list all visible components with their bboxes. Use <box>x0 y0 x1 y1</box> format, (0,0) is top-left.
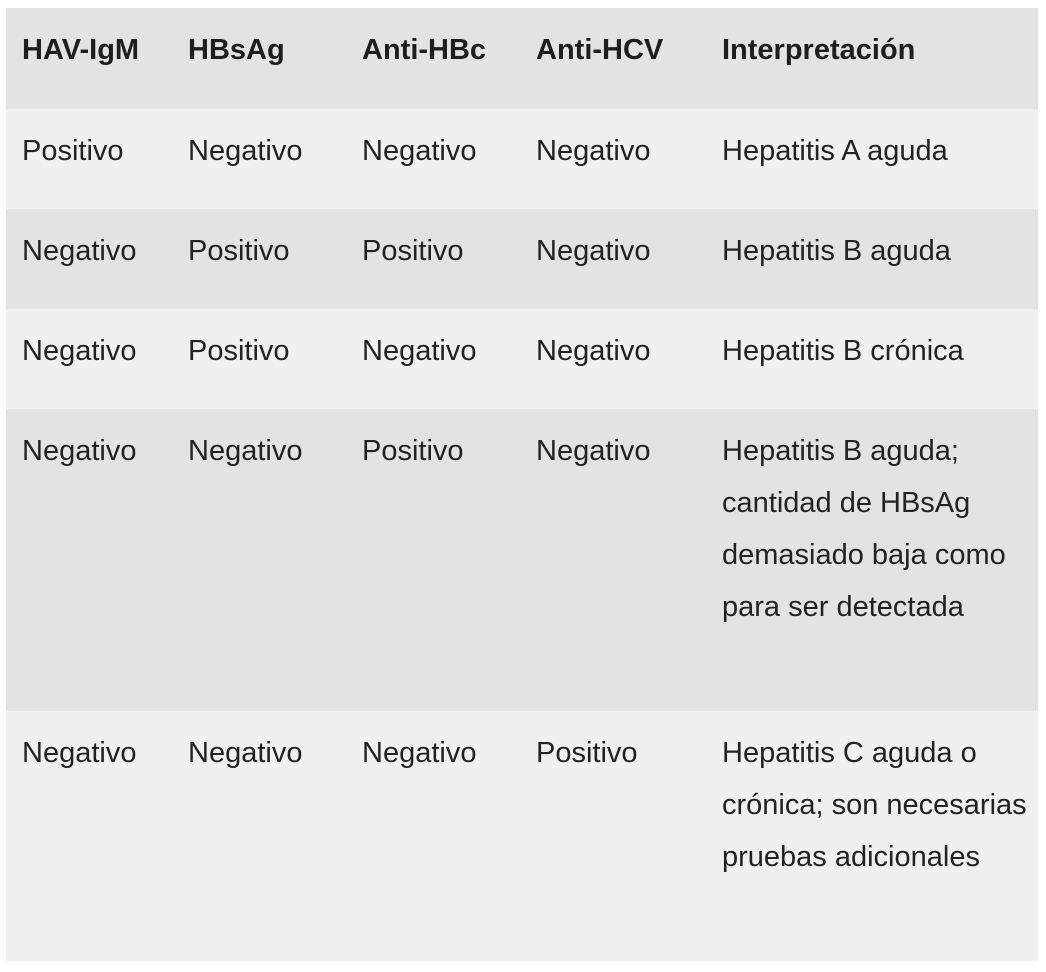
cell-anti-hbc: Positivo <box>346 409 520 711</box>
cell-anti-hcv: Negativo <box>520 209 706 309</box>
cell-hbsag: Positivo <box>172 309 346 409</box>
cell-anti-hbc: Negativo <box>346 711 520 961</box>
hepatitis-serology-table <box>6 8 1038 961</box>
cell-hav-igm: Negativo <box>6 309 172 409</box>
cell-hbsag: Negativo <box>172 711 346 961</box>
cell-hbsag: Negativo <box>172 409 346 711</box>
hepatitis-serology-table-container <box>6 8 1038 961</box>
header-interpretacion: Interpretación <box>706 8 1038 109</box>
cell-interpretacion: Hepatitis B aguda; cantidad de HBsAg demasiado baja como para ser detectada <box>706 409 1038 711</box>
header-hav-igm: HAV-IgM <box>6 8 172 109</box>
cell-anti-hbc: Positivo <box>346 209 520 309</box>
cell-hav-igm: Positivo <box>6 109 172 209</box>
cell-anti-hcv: Negativo <box>520 109 706 209</box>
header-anti-hbc: Anti-HBc <box>346 8 520 109</box>
cell-interpretacion: Hepatitis C aguda o crónica; son necesarias pruebas adicionales <box>706 711 1038 961</box>
cell-anti-hcv: Positivo <box>520 711 706 961</box>
cell-anti-hbc: Negativo <box>346 109 520 209</box>
header-anti-hcv: Anti-HCV <box>520 8 706 109</box>
table-header-row <box>6 8 1038 109</box>
cell-hav-igm: Negativo <box>6 711 172 961</box>
cell-interpretacion: Hepatitis B aguda <box>706 209 1038 309</box>
cell-anti-hcv: Negativo <box>520 309 706 409</box>
table-row <box>6 309 1038 409</box>
cell-hav-igm: Negativo <box>6 209 172 309</box>
cell-interpretacion: Hepatitis A aguda <box>706 109 1038 209</box>
header-hbsag: HBsAg <box>172 8 346 109</box>
cell-anti-hbc: Negativo <box>346 309 520 409</box>
table-row <box>6 209 1038 309</box>
table-row <box>6 109 1038 209</box>
table-row <box>6 711 1038 961</box>
cell-hbsag: Positivo <box>172 209 346 309</box>
table-row <box>6 409 1038 711</box>
cell-interpretacion: Hepatitis B crónica <box>706 309 1038 409</box>
cell-anti-hcv: Negativo <box>520 409 706 711</box>
cell-hav-igm: Negativo <box>6 409 172 711</box>
cell-hbsag: Negativo <box>172 109 346 209</box>
